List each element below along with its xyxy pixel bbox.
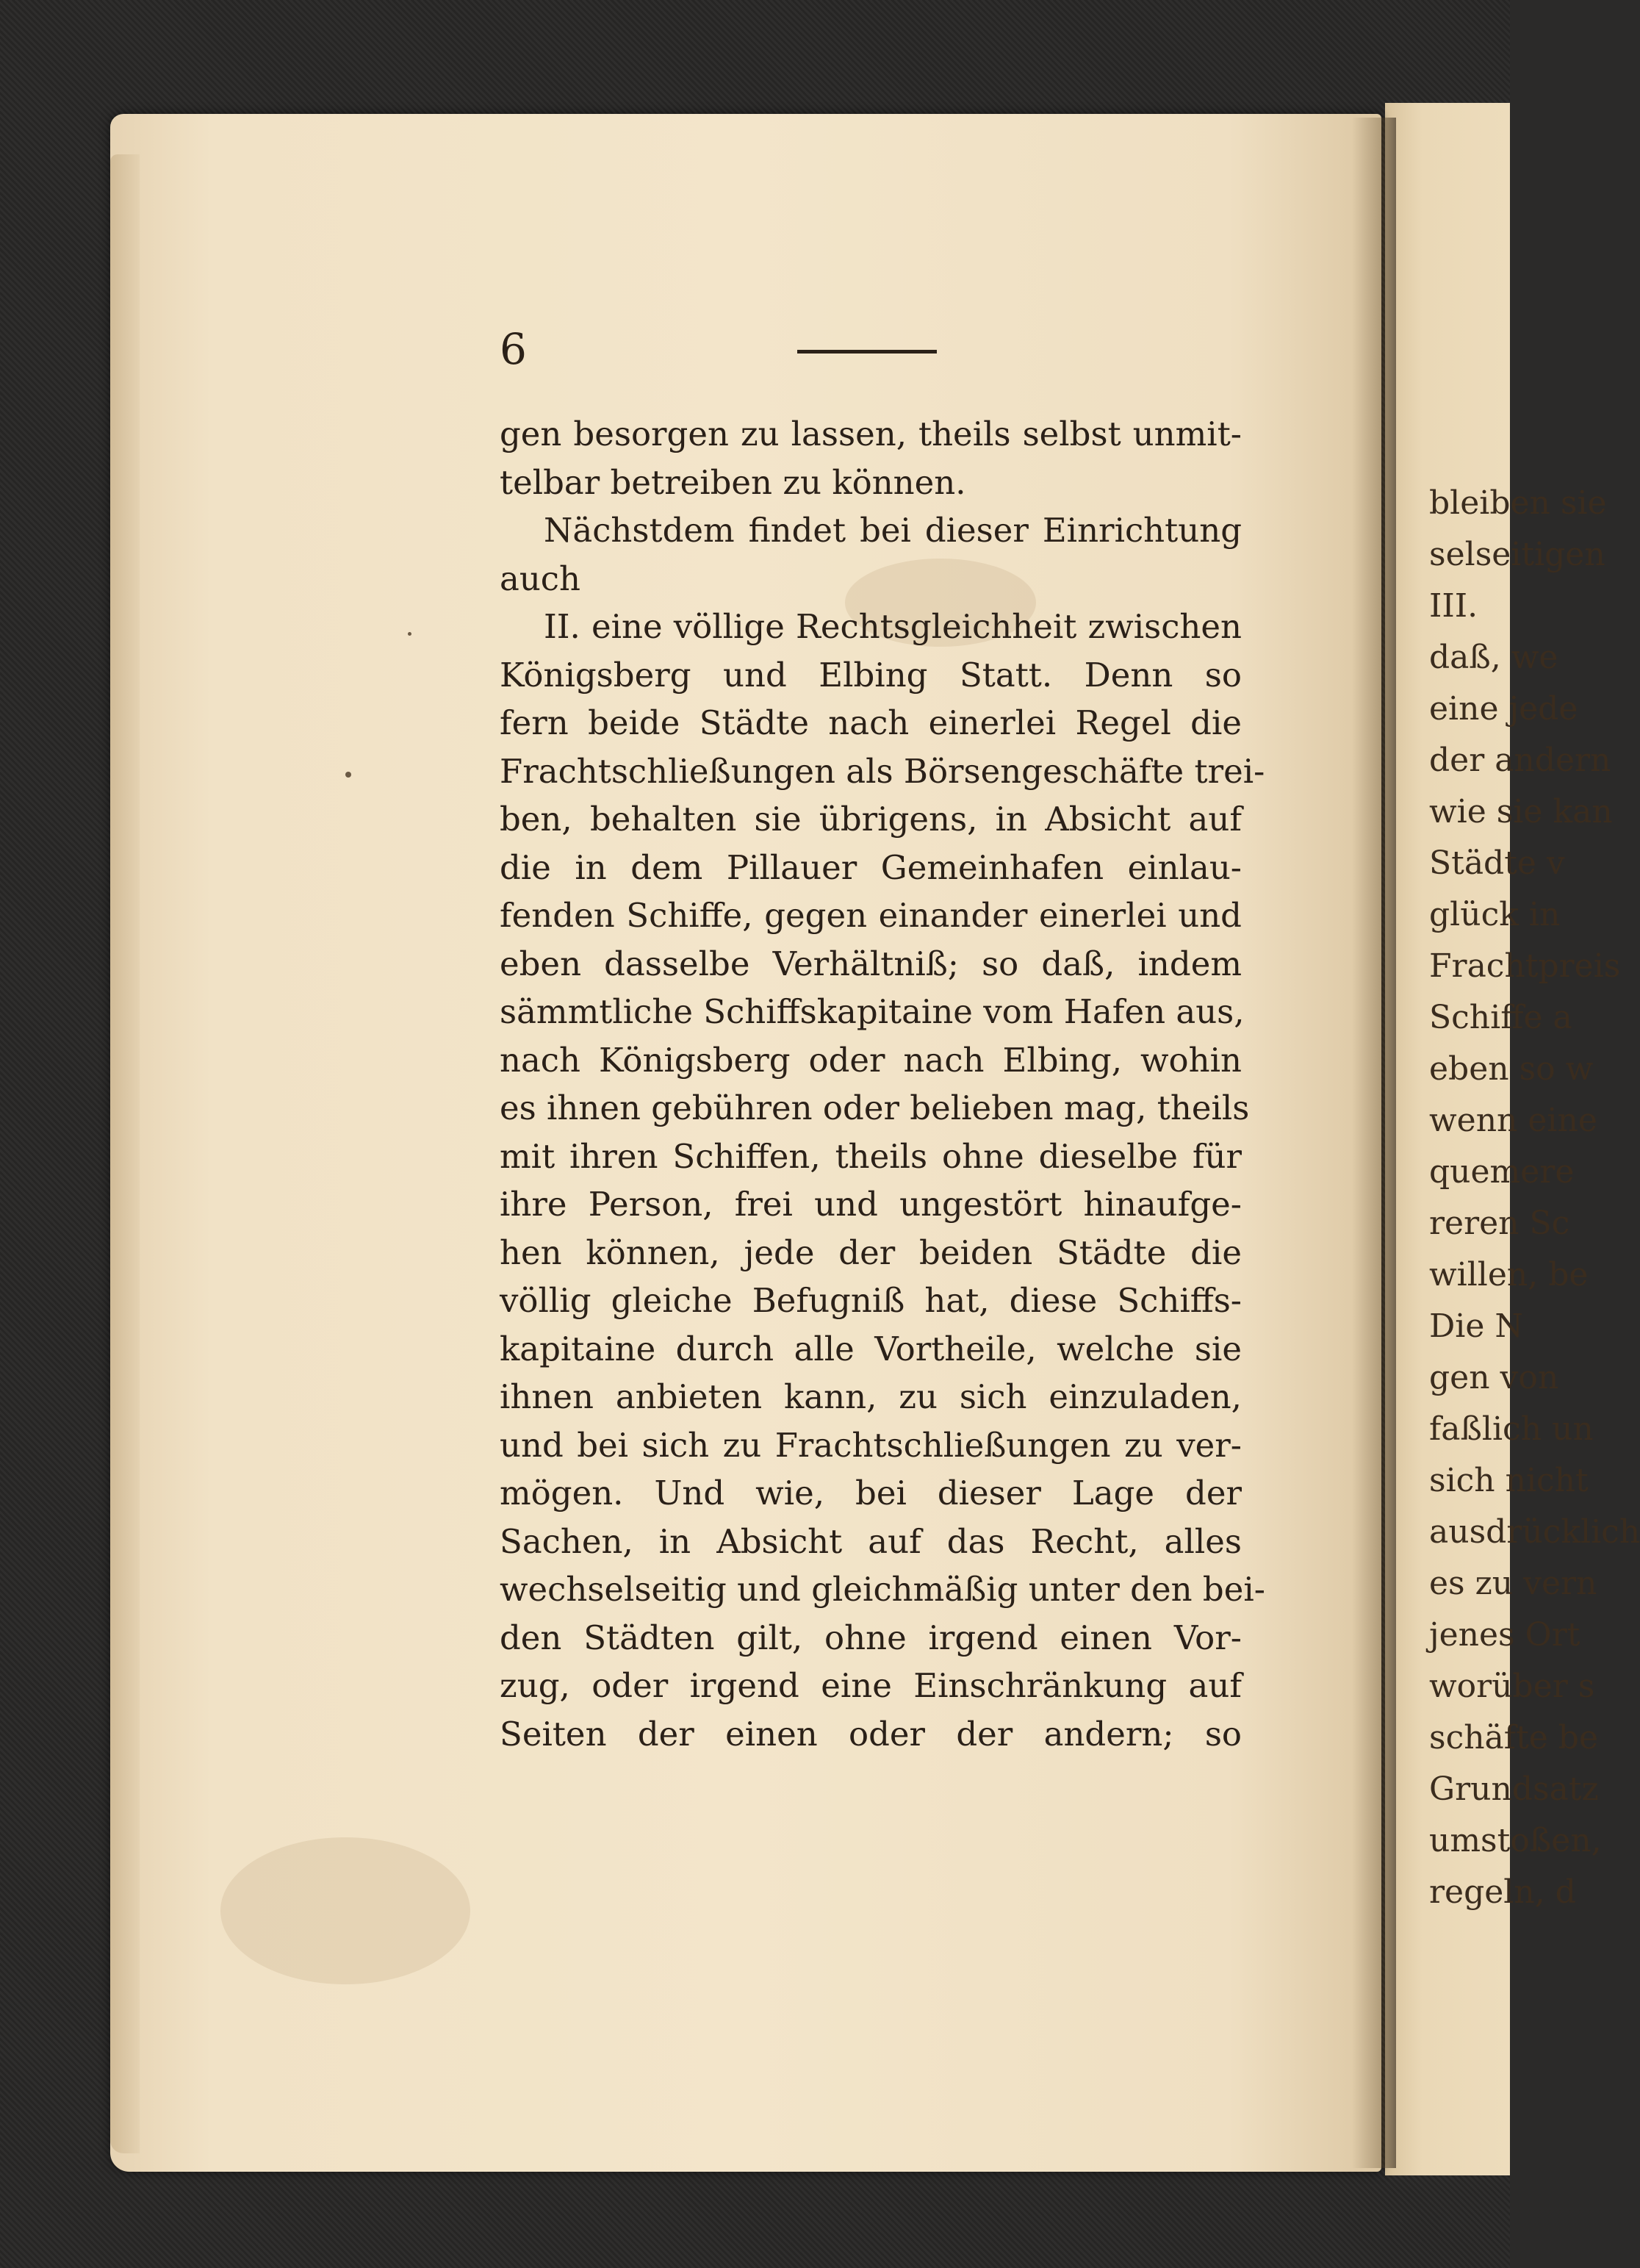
facing-line: jenes Ort bbox=[1429, 1616, 1580, 1654]
page-edge bbox=[110, 154, 140, 2153]
text-line: sämmtliche Schiffskapitaine vom Hafen aus, bbox=[500, 992, 1245, 1031]
facing-line: eben so w bbox=[1429, 1050, 1594, 1088]
facing-line: umstoßen, bbox=[1429, 1822, 1602, 1859]
facing-line: quemere bbox=[1429, 1153, 1575, 1191]
paper-speck bbox=[345, 772, 351, 778]
text-line: es ihnen gebühren oder belieben mag, theils bbox=[500, 1088, 1250, 1127]
facing-line: es zu vern bbox=[1429, 1565, 1597, 1602]
text-line: mit ihren Schiffen, theils ohne dieselbe für bbox=[500, 1136, 1242, 1176]
text-line: ihnen anbieten kann, zu sich einzuladen, bbox=[500, 1377, 1242, 1416]
facing-line: glück in bbox=[1429, 896, 1561, 933]
facing-line: selseitigen bbox=[1429, 536, 1605, 573]
text-line: gen besorgen zu lassen, theils selbst unmit- bbox=[500, 415, 1242, 453]
facing-line: worüber s bbox=[1429, 1668, 1595, 1705]
text-line: mögen. Und wie, bei dieser Lage der bbox=[500, 1474, 1242, 1512]
text-line: Sachen, in Absicht auf das Recht, alles bbox=[500, 1521, 1242, 1561]
text-line: hen können, jede der beiden Städte die bbox=[500, 1232, 1242, 1272]
text-line: Königsberg und Elbing Statt. Denn so bbox=[500, 655, 1242, 695]
facing-line: daß, we bbox=[1429, 639, 1558, 676]
facing-line: III. bbox=[1429, 587, 1478, 625]
facing-line: reren Sc bbox=[1429, 1205, 1570, 1242]
text-line: telbar betreiben zu können. bbox=[500, 462, 966, 502]
text-line: Nächstdem findet bei dieser Einrichtung bbox=[544, 511, 1242, 550]
facing-page bbox=[1385, 103, 1640, 2175]
facing-line: gen von bbox=[1429, 1359, 1559, 1396]
text-line: die in dem Pillauer Gemeinhafen einlau- bbox=[500, 847, 1242, 887]
text-line: zug, oder irgend eine Einschränkung auf bbox=[500, 1666, 1242, 1705]
facing-page-text bbox=[1429, 478, 1640, 1918]
facing-line: bleiben sie bbox=[1429, 484, 1607, 522]
page-body-text bbox=[500, 410, 1265, 1758]
facing-line: regeln, d bbox=[1429, 1873, 1576, 1911]
facing-line: Schiffe a bbox=[1429, 999, 1572, 1036]
text-line: nach Königsberg oder nach Elbing, wohin bbox=[500, 1040, 1242, 1080]
facing-line: Die N bbox=[1429, 1307, 1523, 1345]
facing-line: willen, be bbox=[1429, 1256, 1589, 1293]
paper-speck bbox=[408, 632, 411, 636]
text-line: fern beide Städte nach einerlei Regel die bbox=[500, 703, 1242, 742]
text-line: und bei sich zu Frachtschließungen zu ver- bbox=[500, 1425, 1242, 1465]
facing-line: Städte v bbox=[1429, 844, 1565, 882]
text-line: ihre Person, frei und ungestört hinaufge- bbox=[500, 1185, 1242, 1224]
text-line: den Städten gilt, ohne irgend einen Vor- bbox=[500, 1618, 1242, 1657]
facing-line: sich nicht bbox=[1429, 1462, 1589, 1499]
facing-line: faßlich un bbox=[1429, 1410, 1594, 1448]
text-line: wechselseitig und gleichmäßig unter den bei- bbox=[500, 1570, 1265, 1609]
facing-line: wenn eine bbox=[1429, 1102, 1597, 1139]
text-line: völlig gleiche Befugniß hat, diese Schiffs- bbox=[500, 1281, 1242, 1320]
text-line: ben, behalten sie übrigens, in Absicht auf bbox=[500, 800, 1242, 839]
header-rule bbox=[797, 350, 937, 354]
page-number: 6 bbox=[500, 324, 527, 374]
facing-line: schäfte be bbox=[1429, 1719, 1598, 1756]
page-header bbox=[500, 323, 1234, 375]
facing-line: Grundsatz bbox=[1429, 1770, 1599, 1808]
text-line: Seiten der einen oder der andern; so bbox=[500, 1714, 1242, 1754]
facing-line: Frachtpreis bbox=[1429, 947, 1621, 985]
paper-stain bbox=[220, 1837, 470, 1984]
book-gutter bbox=[1352, 118, 1396, 2168]
facing-line: der andern bbox=[1429, 742, 1611, 779]
facing-line: ausdrücklich bbox=[1429, 1513, 1640, 1551]
facing-line: wie sie kan bbox=[1429, 793, 1613, 830]
text-line: Frachtschließungen als Börsengeschäfte trei- bbox=[500, 751, 1265, 791]
text-line: II. eine völlige Rechtsgleichheit zwischen bbox=[544, 607, 1242, 646]
text-line: eben dasselbe Verhältniß; so daß, indem bbox=[500, 944, 1242, 983]
text-line: kapitaine durch alle Vortheile, welche sie bbox=[500, 1329, 1242, 1368]
facing-line: eine jede bbox=[1429, 690, 1578, 728]
text-line: auch bbox=[500, 559, 580, 598]
text-line: fenden Schiffe, gegen einander einerlei und bbox=[500, 896, 1242, 935]
